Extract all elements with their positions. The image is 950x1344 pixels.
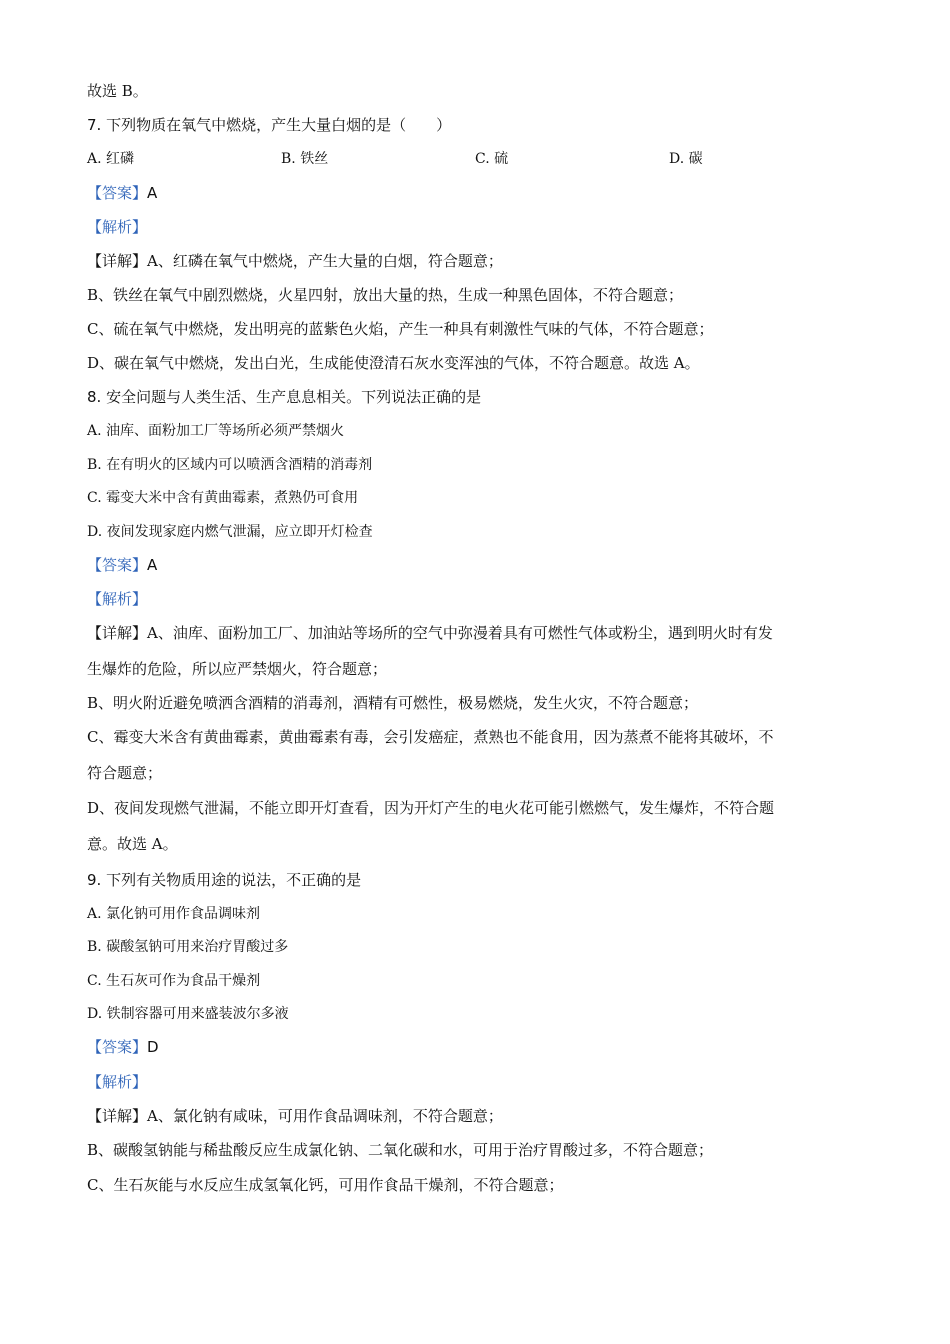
question-8-option-d: D. 夜间发现家庭内燃气泄漏，应立即开灯检查	[87, 524, 373, 540]
detail-text: A、红磷在氧气中燃烧，产生大量的白烟，符合题意；	[147, 252, 503, 270]
question-8-number: 8.	[87, 388, 102, 406]
question-7-analysis-label	[87, 217, 147, 237]
question-8-text: 安全问题与人类生活、生产息息相关。下列说法正确的是	[101, 388, 482, 406]
question-7-detail-4: D、碳在氧气中燃烧，发出白光，生成能使澄清石灰水变浑浊的气体，不符合题意。故选 A。	[87, 354, 700, 372]
question-7-option-a: A. 红磷	[87, 151, 135, 167]
question-7-detail-3: C、硫在氧气中燃烧，发出明亮的蓝紫色火焰，产生一种具有刺激性气味的气体，不符合题意；	[87, 320, 714, 338]
detail-text: A、氯化钠有咸味，可用作食品调味剂，不符合题意；	[147, 1107, 503, 1125]
detail-label: 【详解】	[87, 252, 148, 270]
question-9-number: 9.	[87, 871, 102, 889]
question-7-option-c: C. 硫	[475, 151, 509, 167]
answer-label: 【答案】	[87, 556, 148, 574]
question-8-option-c: C. 霉变大米中含有黄曲霉素，煮熟仍可食用	[87, 490, 359, 506]
question-8-detail-3: B、明火附近避免喷洒含酒精的消毒剂，酒精有可燃性，极易燃烧，发生火灾，不符合题意；	[87, 694, 699, 712]
question-7-number: 7.	[87, 116, 102, 134]
question-9-detail-1	[87, 1106, 503, 1126]
question-8-option-a: A. 油库、面粉加工厂等场所必须严禁烟火	[87, 423, 345, 439]
question-8-answer	[87, 555, 157, 575]
question-9-answer	[87, 1037, 159, 1057]
detail-label: 【详解】	[87, 1107, 148, 1125]
question-8-detail-5: 符合题意；	[87, 764, 163, 782]
question-8-analysis-label	[87, 589, 147, 609]
analysis-label: 【解析】	[87, 590, 148, 608]
question-9-text: 下列有关物质用途的说法，不正确的是	[101, 871, 362, 889]
question-9-option-b: B. 碳酸氢钠可用来治疗胃酸过多	[87, 939, 289, 955]
prev-answer-tail: 故选 B。	[87, 82, 148, 100]
analysis-label: 【解析】	[87, 1073, 148, 1091]
question-7-option-b: B. 铁丝	[281, 151, 329, 167]
answer-value: D	[147, 1038, 159, 1056]
answer-label: 【答案】	[87, 1038, 148, 1056]
answer-value: A	[147, 184, 158, 202]
analysis-label: 【解析】	[87, 218, 148, 236]
question-8-detail-7: 意。故选 A。	[87, 835, 178, 853]
question-7-option-d: D. 碳	[669, 151, 703, 167]
detail-label: 【详解】	[87, 624, 148, 642]
question-9-detail-2: B、碳酸氢钠能与稀盐酸反应生成氯化钠、二氧化碳和水，可用于治疗胃酸过多，不符合题意；	[87, 1141, 714, 1159]
detail-text: A、油库、面粉加工厂、加油站等场所的空气中弥漫着具有可燃性气体或粉尘，遇到明火时有发	[147, 624, 773, 642]
question-9-stem	[87, 870, 361, 890]
question-8-stem	[87, 387, 481, 407]
question-7-text: 下列物质在氧气中燃烧，产生大量白烟的是（ ）	[101, 116, 452, 134]
question-8-option-b: B. 在有明火的区域内可以喷洒含酒精的消毒剂	[87, 457, 373, 473]
answer-value: A	[147, 556, 158, 574]
question-8-detail-2: 生爆炸的危险，所以应严禁烟火，符合题意；	[87, 660, 388, 678]
question-9-analysis-label	[87, 1072, 147, 1092]
question-9-option-c: C. 生石灰可作为食品干燥剂	[87, 973, 261, 989]
question-9-detail-3: C、生石灰能与水反应生成氢氧化钙，可用作食品干燥剂，不符合题意；	[87, 1176, 564, 1194]
question-9-option-a: A. 氯化钠可用作食品调味剂	[87, 906, 261, 922]
answer-label: 【答案】	[87, 184, 148, 202]
question-7-detail-2: B、铁丝在氧气中剧烈燃烧，火星四射，放出大量的热，生成一种黑色固体，不符合题意；	[87, 286, 684, 304]
question-8-detail-1	[87, 623, 773, 643]
question-9-option-d: D. 铁制容器可用来盛装波尔多液	[87, 1006, 289, 1022]
question-8-detail-4: C、霉变大米含有黄曲霉素，黄曲霉素有毒，会引发癌症，煮熟也不能食用，因为蒸煮不能将其破坏，不	[87, 728, 774, 746]
question-7-detail-1	[87, 251, 503, 271]
question-8-detail-6: D、夜间发现燃气泄漏，不能立即开灯查看，因为开灯产生的电火花可能引燃燃气，发生爆炸，不符合题	[87, 799, 775, 817]
question-7-stem	[87, 115, 451, 135]
question-7-answer	[87, 183, 157, 203]
